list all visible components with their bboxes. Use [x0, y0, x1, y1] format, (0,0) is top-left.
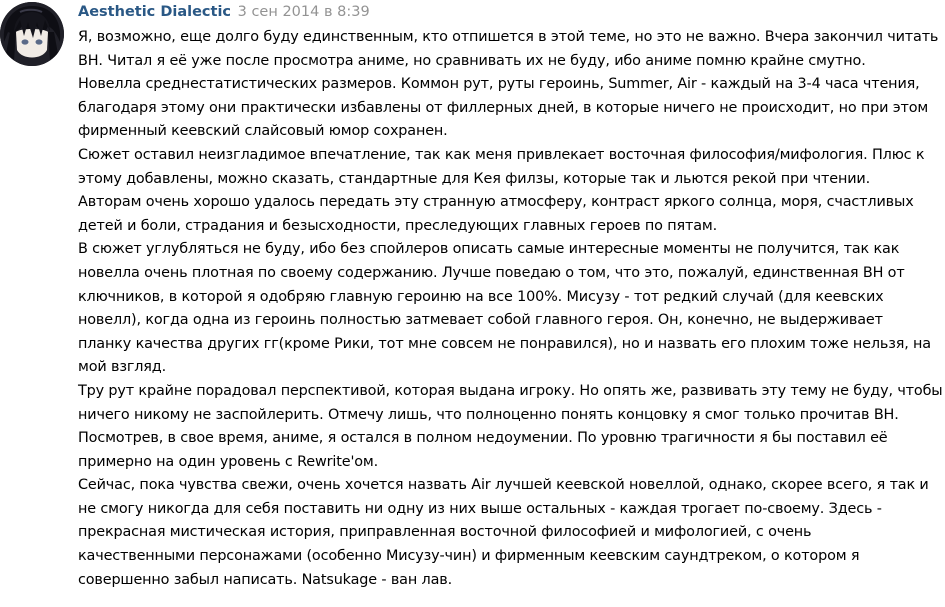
comment-line: Посмотрев, в свое время, аниме, я остался в полном недоумении. По уровню трагичности я бы поставил её: [78, 430, 888, 447]
comment-line: ключников, в которой я одобряю главную героиню на все 100%. Мисузу - тот редкий случай (для кеевских: [78, 288, 884, 305]
comment-line: детей и боли, страдания и безысходности, преследующих главных героев по пятам.: [78, 217, 718, 234]
author-name[interactable]: Aesthetic Dialectic: [78, 4, 232, 20]
avatar-image: [0, 2, 64, 66]
comment-header: [78, 1, 370, 23]
comment-line: примерно на один уровень с Rewrite'ом.: [78, 453, 379, 470]
comment-line: качественными персонажами (особенно Мисузу-чин) и фирменным кеевским саундтреком, о котором я: [78, 548, 860, 565]
comment-line: мой взгляд.: [78, 359, 167, 376]
comment-date[interactable]: 3 сен 2014 в 8:39: [237, 4, 370, 20]
comment-line: Сюжет оставил неизгладимое впечатление, так как меня привлекает восточная философия/мифология. Плюс к: [78, 146, 925, 163]
comment-line: Авторам очень хорошо удалось передать эту странную атмосферу, контраст яркого солнца, моря, счастливых: [78, 194, 914, 211]
comment-line: Сейчас, пока чувства свежи, очень хочется назвать Air лучшей кеевской новеллой, однако, скорее всего, я так и: [78, 477, 929, 494]
comment-line: новелл), когда одна из героинь полностью затмевает собой главного героя. Он, конечно, не выдерживает: [78, 312, 883, 329]
avatar[interactable]: [0, 2, 64, 66]
comment-line: благодаря этому они практически избавлены от филлерных дней, в которые ничего не происходит, но при этом: [78, 99, 929, 116]
comment-text: [78, 26, 944, 592]
comment-line: новелла очень плотная по своему содержанию. Лучше поведаю о том, что это, пожалуй, единственная ВН от: [78, 264, 905, 281]
comment-line: Тру рут крайне порадовал перспективой, которая выдана игроку. Но опять же, развивать эту тему не буду, чтобы: [78, 382, 943, 399]
comment-line: совершенно забыл написать. Natsukage - ван лав.: [78, 571, 452, 588]
comment-line: ничего никому не заспойлерить. Отмечу лишь, что полноценно понять концовку я смог только прочитав ВН.: [78, 406, 899, 423]
comment-line: не смогу никогда для себя поставить ни одну из них выше остальных - каждая трогает по-своему. Здесь -: [78, 500, 882, 517]
comment-line: Я, возможно, еще долго буду единственным, кто отпишется в этой теме, но это не важно. Вчера закончил читать: [78, 29, 939, 45]
comment-line: фирменный кеевский слайсовый юмор сохранен.: [78, 123, 448, 140]
comment-line: прекрасная мистическая история, приправленная восточной философией и мифологией, с очень: [78, 524, 812, 541]
comment-line: Новелла среднестатистических размеров. Коммон рут, руты героинь, Summer, Air - каждый на 3-4 часа чтения,: [78, 76, 920, 93]
comment-line: этому добавлены, можно сказать, стандартные для Кея филзы, которые так и льются рекой при чтении.: [78, 170, 871, 187]
comment-line: планку качества других гг(кроме Рики, тот мне совсем не понравился), но и назвать его плохим тоже нельзя, на: [78, 335, 931, 352]
comment-line: ВН. Читал я её уже после просмотра аниме, но сравнивать их не буду, ибо аниме помню крайне смутно.: [78, 52, 866, 69]
comment-line: В сюжет углубляться не буду, ибо без спойлеров описать самые интересные моменты не получится, так как: [78, 241, 900, 258]
